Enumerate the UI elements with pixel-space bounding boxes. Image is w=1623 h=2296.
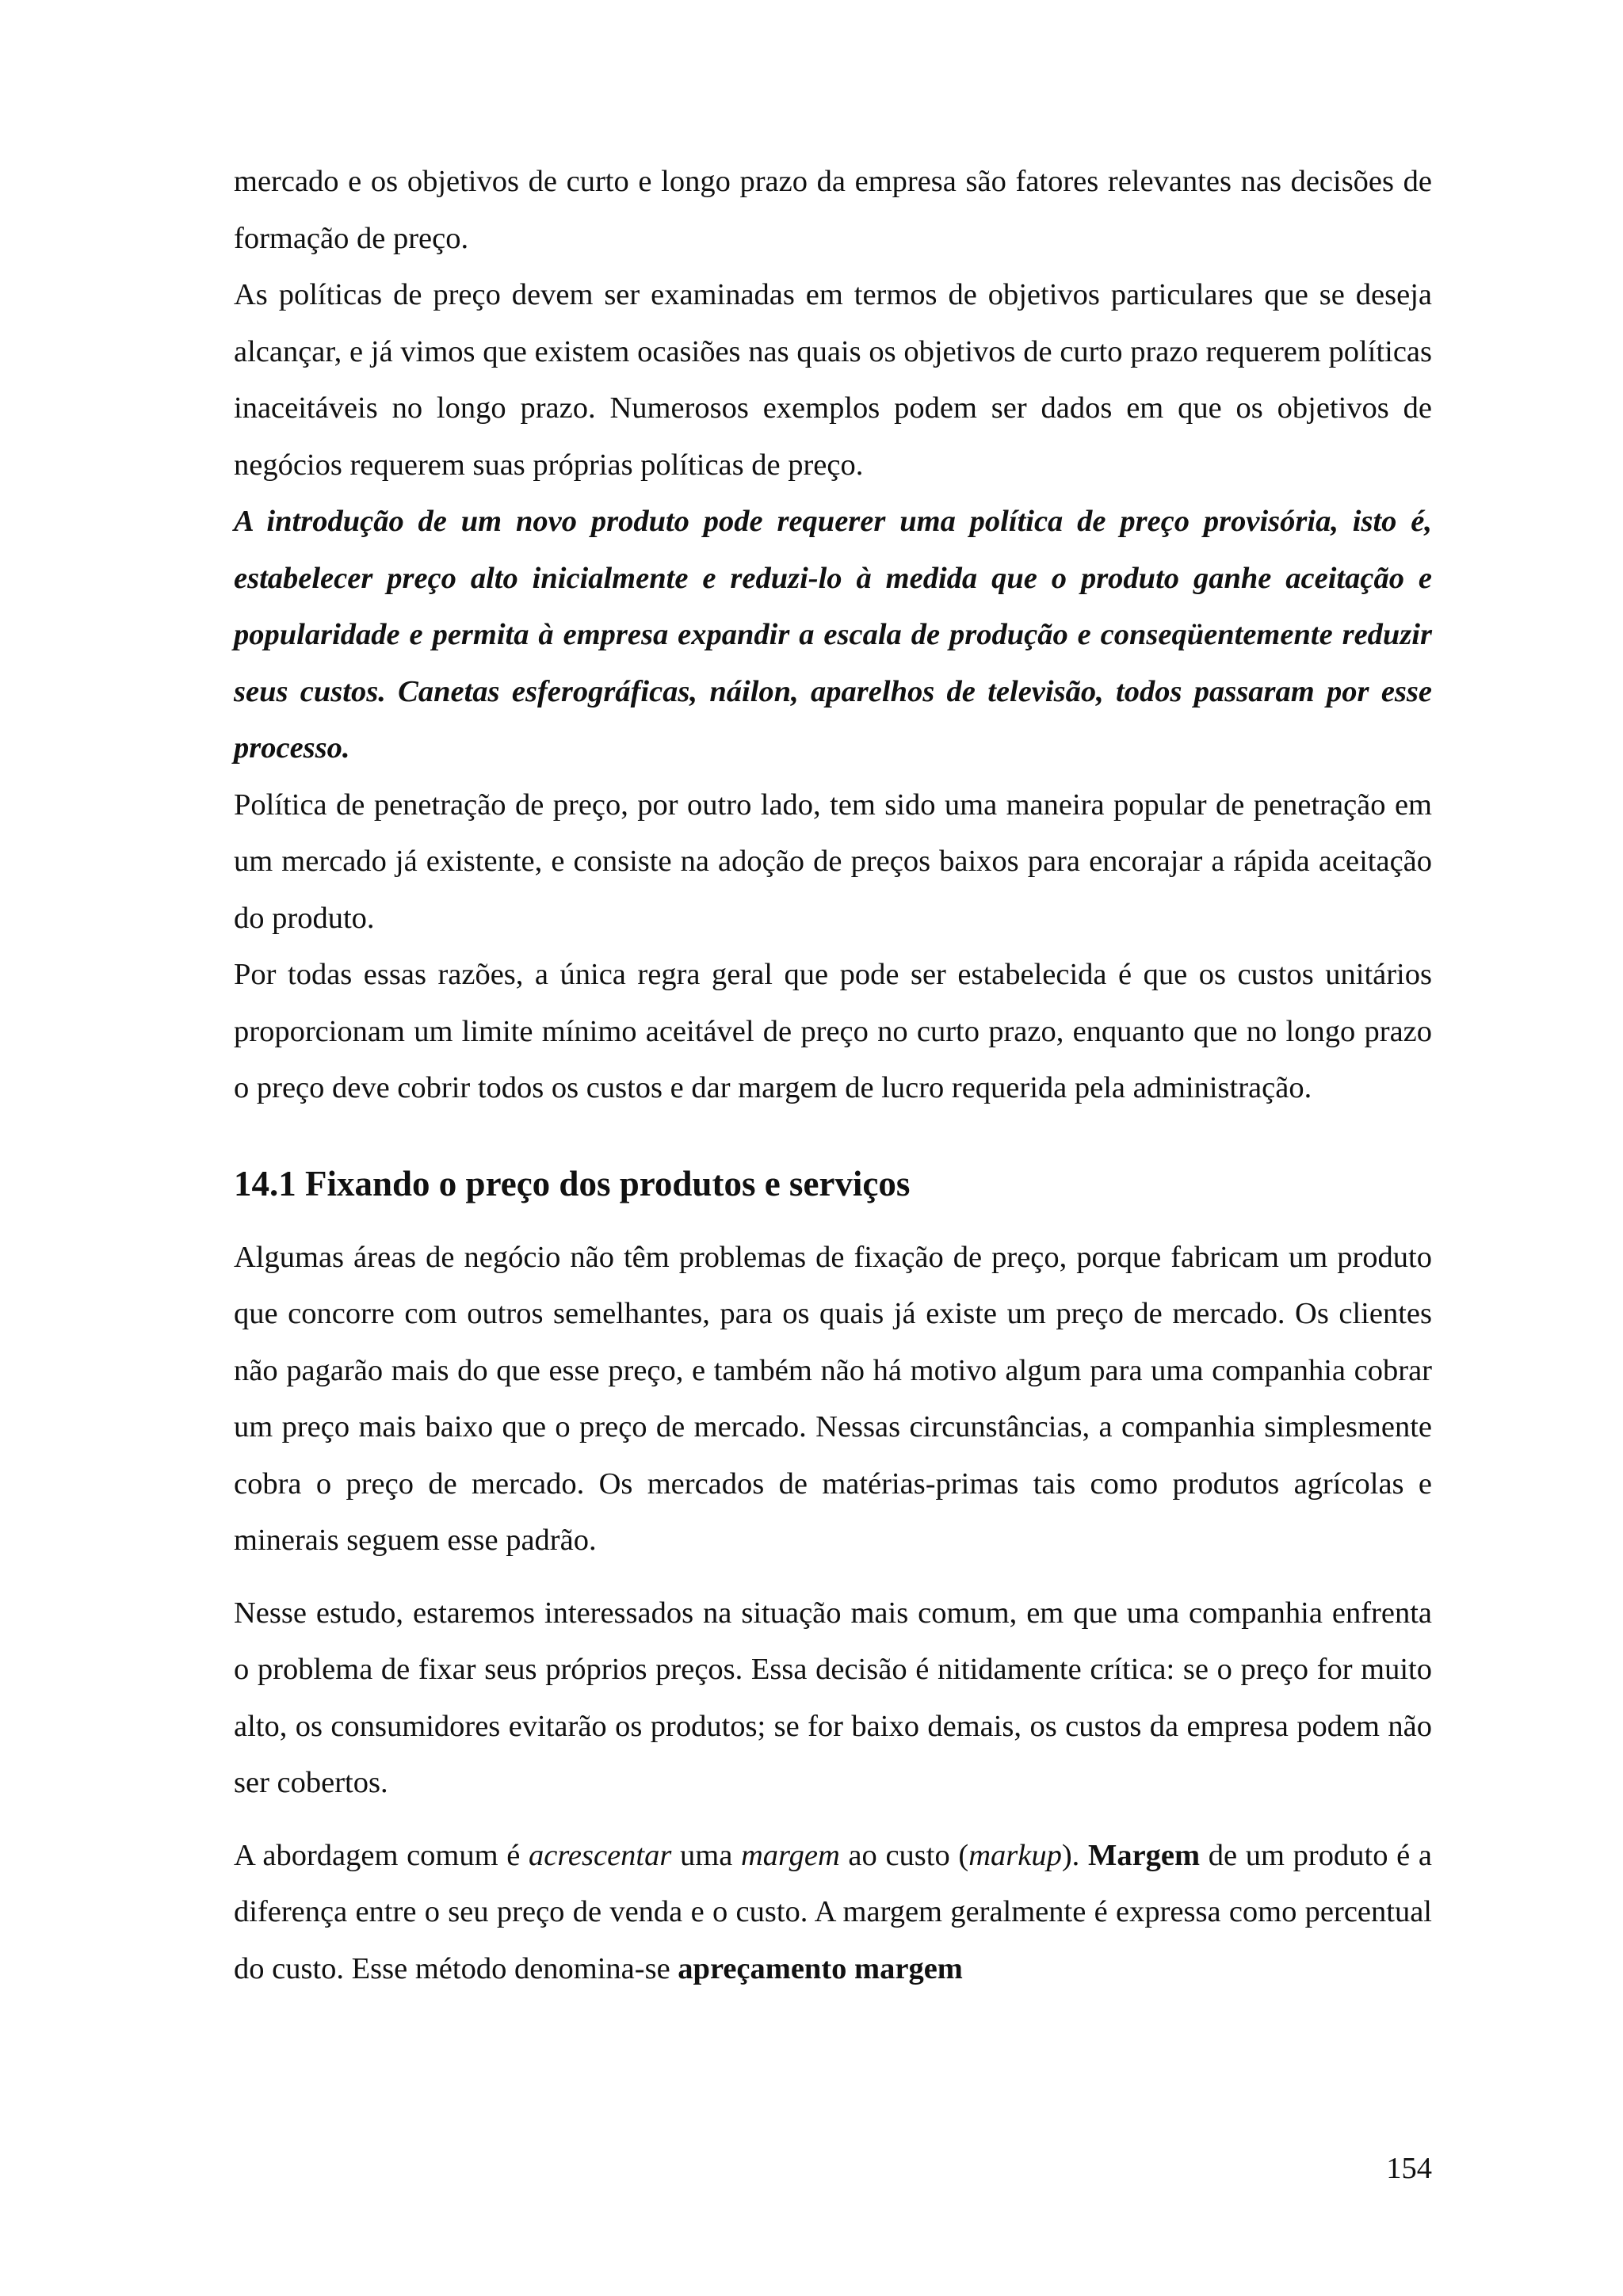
spacer (234, 1812, 1432, 1828)
term-aprecamento-margem: apreçamento margem (678, 1951, 963, 1985)
paragraph-own-pricing: Nesse estudo, estaremos interessados na situação mais comum, em que uma companhia enfrenta o problema de fixar seus próprios preços. Essa decisão é nitidamente crítica: se o preço for muito alto, os consumidores evitarão os produtos; se for baixo demais, os custos da empresa podem não ser cobertos. (234, 1596, 1432, 1799)
paragraph-general-rule: Por todas essas razões, a única regra geral que pode ser estabelecida é que os custos unitários proporcionam um limite mínimo aceitável de preço no curto prazo, enquanto que no longo prazo o preço deve cobrir todos os custos e dar margem de lucro requerida pela administração. (234, 958, 1432, 1104)
text-run: uma (671, 1838, 741, 1872)
spacer (234, 1207, 1432, 1230)
paragraph-markup (234, 1828, 1432, 1998)
page-number: 154 (1386, 2152, 1432, 2185)
text-run: ). (1061, 1838, 1088, 1872)
spacer (234, 1117, 1432, 1160)
emphasis-markup: markup (968, 1838, 1062, 1872)
paragraph-new-product-emphasis: A introdução de um novo produto pode requerer uma política de preço provisória, isto é, estabelecer preço alto inicialmente e reduzi-lo à medida que o produto ganhe aceitação e popularidade e permita à empresa expandir a escala de produção e conseqüentemente reduzir seus custos. Canetas esferográficas, náilon, aparelhos de televisão, todos passaram por esse processo. (234, 505, 1432, 765)
paragraph-market-price: Algumas áreas de negócio não têm problemas de fixação de preço, porque fabricam um produto que concorre com outros semelhantes, para os quais já existe um preço de mercado. Os clientes não pagarão mais do que esse preço, e também não há motivo algum para uma companhia cobrar um preço mais baixo que o preço de mercado. Nessas circunstâncias, a companhia simplesmente cobra o preço de mercado. Os mercados de matérias-primas tais como produtos agrícolas e minerais seguem esse padrão. (234, 1240, 1432, 1557)
paragraph-penetration-pricing: Política de penetração de preço, por outro lado, tem sido uma maneira popular de penetração em um mercado já existente, e consiste na adoção de preços baixos para encorajar a rápida aceitação do produto. (234, 788, 1432, 935)
paragraph-pricing-policies: As políticas de preço devem ser examinadas em termos de objetivos particulares que se deseja alcançar, e já vimos que existem ocasiões nas quais os objetivos de curto prazo requerem políticas inaceitáveis no longo prazo. Numerosos exemplos podem ser dados em que os objetivos de negócios requerem suas próprias políticas de preço. (234, 278, 1432, 482)
document-page (234, 154, 1432, 1997)
text-run: de um produto é a diferença entre o seu preço de venda e o custo. A margem geralmente é expressa como percentual do custo. Esse método denomina-se (234, 1838, 1432, 1985)
text-run: ao custo ( (839, 1838, 969, 1872)
spacer (234, 1569, 1432, 1585)
emphasis-margem: margem (741, 1838, 840, 1872)
term-margem: Margem (1088, 1838, 1201, 1872)
section-heading: 14.1 Fixando o preço dos produtos e serviços (234, 1163, 911, 1203)
paragraph-continuation: mercado e os objetivos de curto e longo prazo da empresa são fatores relevantes nas decisões de formação de preço. (234, 165, 1432, 255)
emphasis-acrescentar: acrescentar (529, 1838, 672, 1872)
text-run: A abordagem comum é (234, 1838, 529, 1872)
